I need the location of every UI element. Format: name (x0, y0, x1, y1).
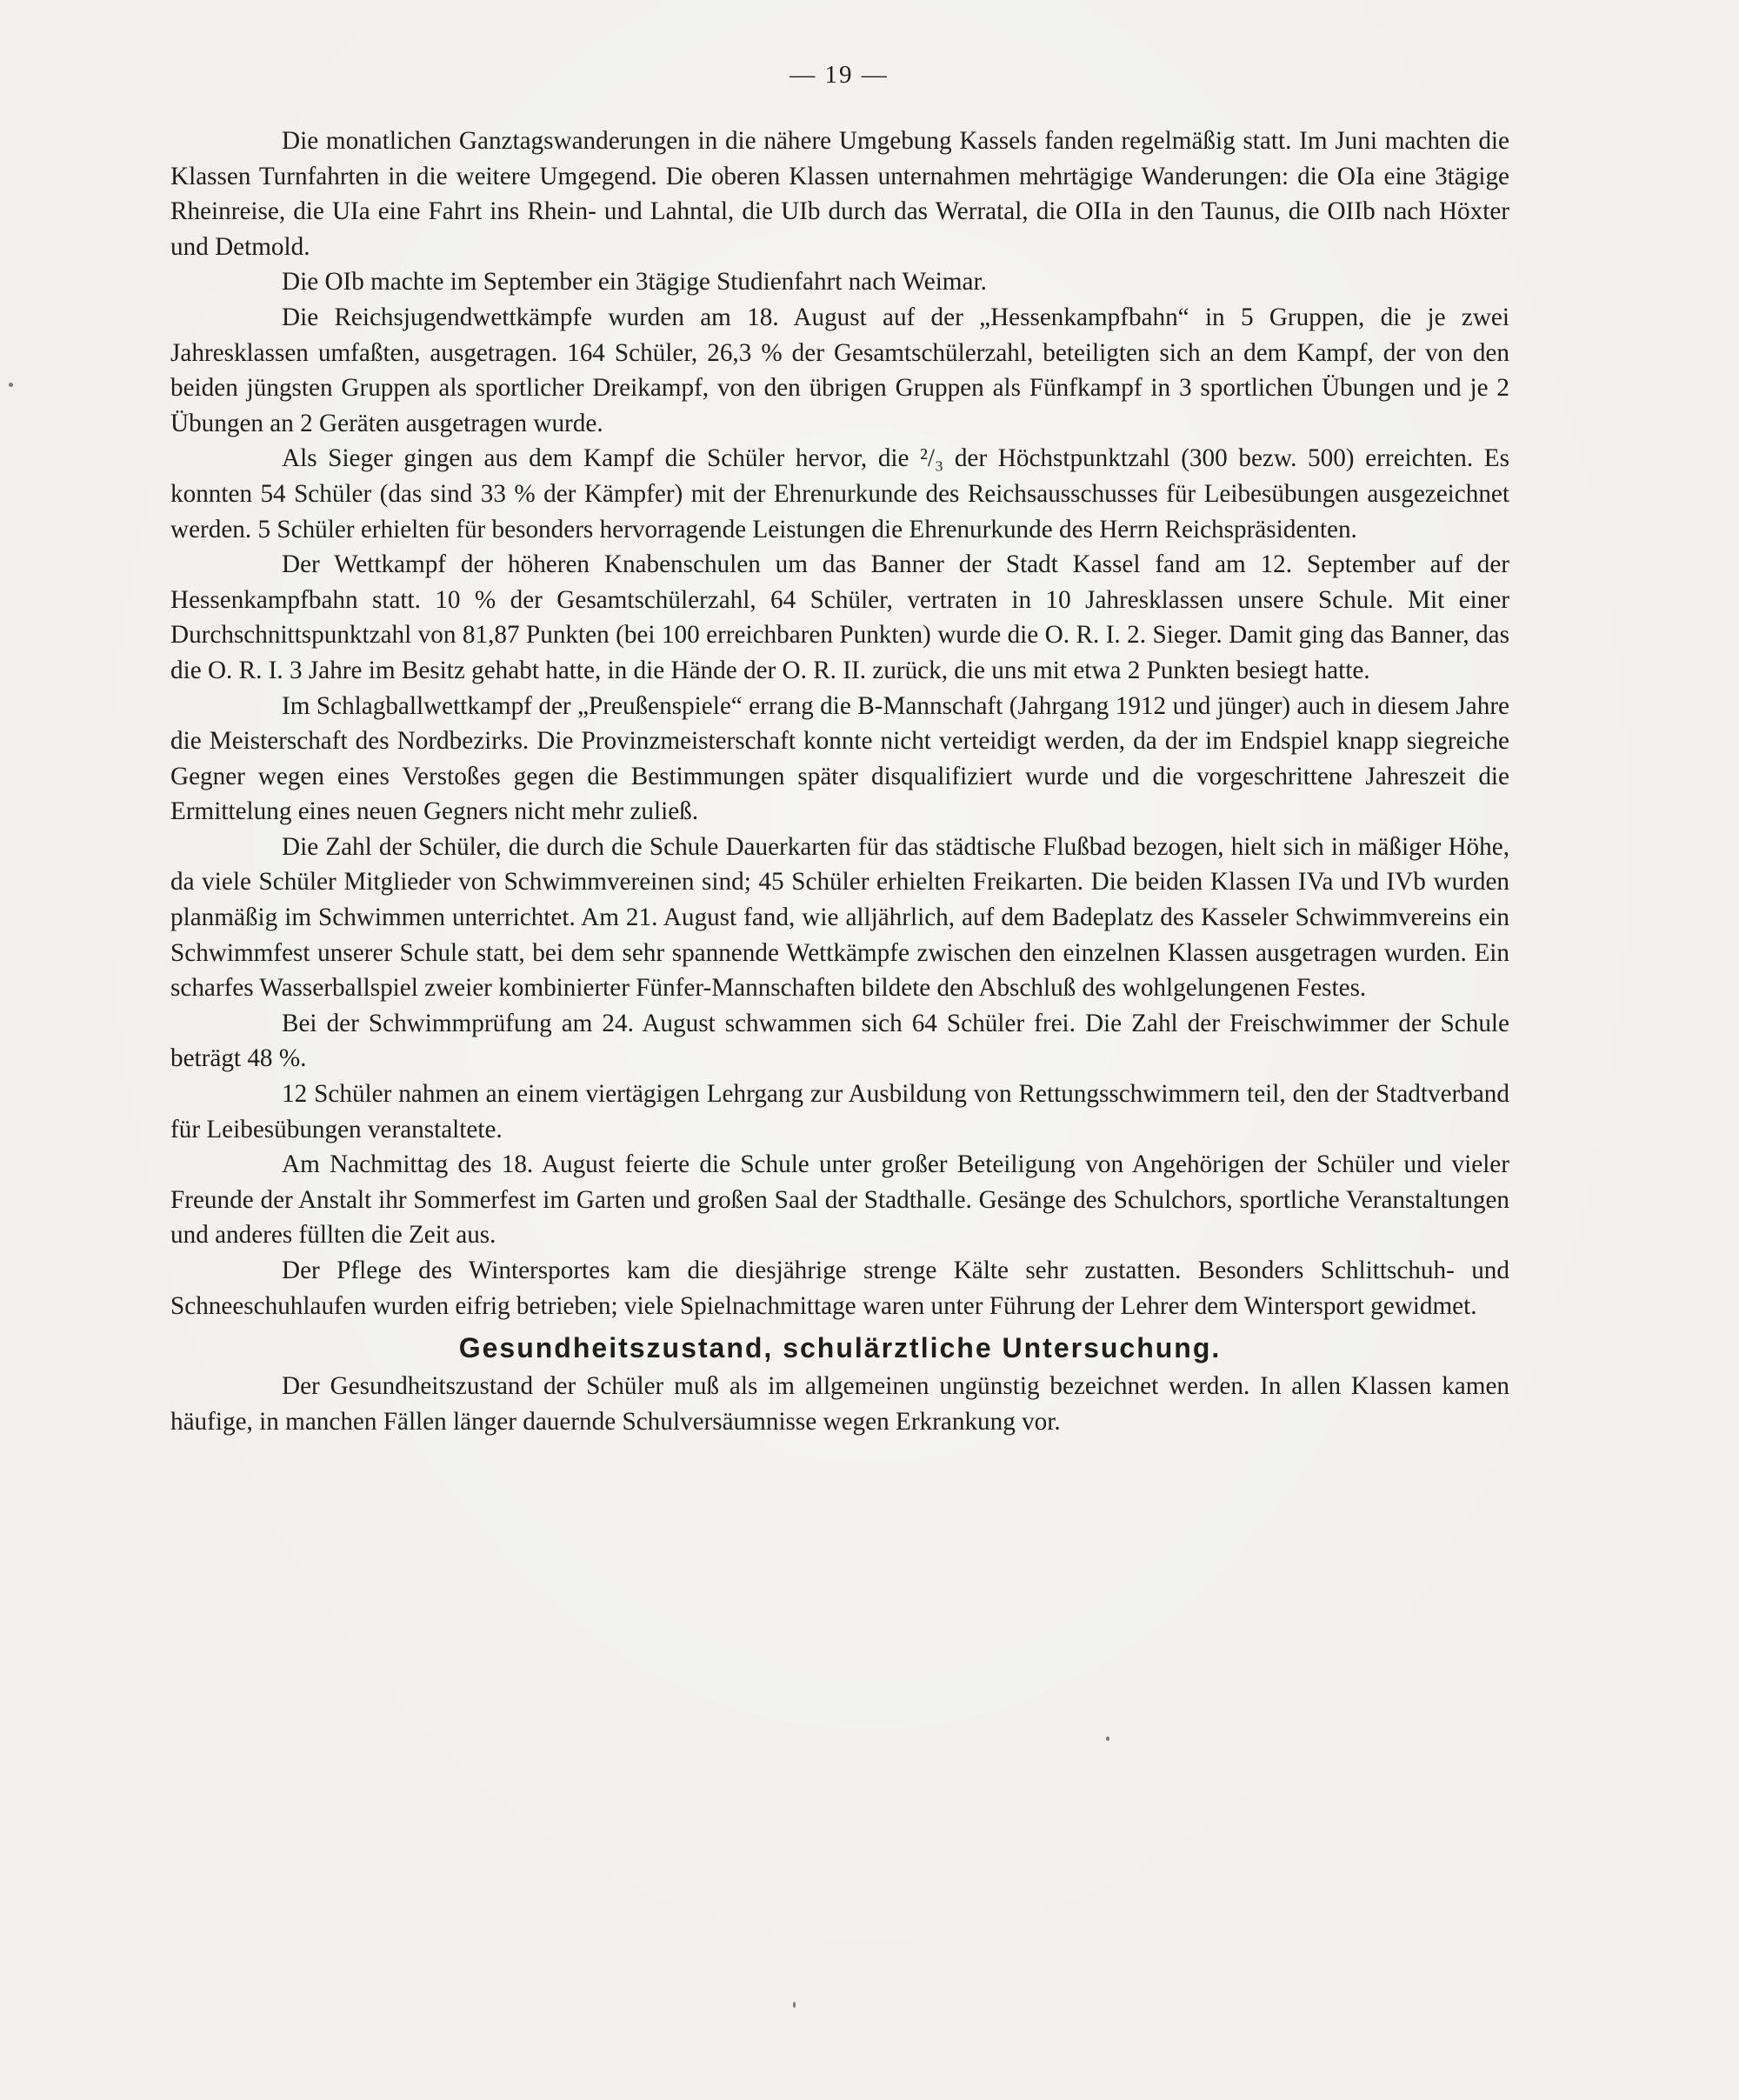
scan-speck (793, 2002, 796, 2008)
scan-speck (1106, 1737, 1109, 1741)
paragraph-gesundheitszustand: Der Gesundheitszustand der Schüler muß als im allgemeinen ungünstig bezeichnet werden. In allen Klassen kamen häufige, in manchen Fällen länger dauernde Schulversäumnisse wegen Erkrankung vor. (170, 1372, 1509, 1436)
paragraph-wintersport: Der Pflege des Wintersportes kam die diesjährige strenge Kälte sehr zustatten. Besonders Schlittschuh- und Schneeschuhlaufen wurden eifrig betrieben; viele Spielnachmittage waren unter Führung der Lehrer dem Wintersport gewidmet. (170, 1257, 1509, 1320)
paragraph-rettungsschwimmer: 12 Schüler nahmen an einem viertägigen Lehrgang zur Ausbildung von Rettungsschwimmern teil, den der Stadtverband für Leibesübungen veranstaltete. (170, 1080, 1509, 1143)
paragraph-wanderungen: Die monatlichen Ganztagswanderungen in die nähere Umgebung Kassels fanden regelmäßig statt. Im Juni machten die Klassen Turnfahrten in die weitere Umgegend. Die oberen Klassen unternahmen mehrtägige Wanderungen: die OIa eine 3tägige Rheinreise, die UIa eine Fahrt ins Rhein- und Lahntal, die UIb durch das Werratal, die OIIa in den Taunus, die OIIb nach Höxter und Detmold. (170, 127, 1509, 261)
paragraph-sommerfest: Am Nachmittag des 18. August feierte die Schule unter großer Beteiligung von Angehörigen der Schüler und vieler Freunde der Anstalt ihr Sommerfest im Garten und großen Saal der Stadthalle. Gesänge des Schulchors, sportliche Veranstaltungen und anderes füllten die Zeit aus. (170, 1150, 1509, 1250)
paragraph-schwimmpruefung: Bei der Schwimmprüfung am 24. August schwammen sich 64 Schüler frei. Die Zahl der Freischwimmer der Schule beträgt 48 %. (170, 1009, 1509, 1073)
paragraph-schlagball: Im Schlagballwettkampf der „Preußenspiele“ errang die B-Mannschaft (Jahrgang 1912 und jünger) auch in diesem Jahre die Meisterschaft des Nordbezirks. Die Provinzmeisterschaft konnte nicht verteidigt werden, da der im Endspiel knapp siegreiche Gegner wegen eines Verstoßes gegen die Bestimmungen später disqualifiziert wurde und die vorgeschrittene Jahreszeit die Ermittelung eines neuen Gegners nicht mehr zuließ. (170, 691, 1509, 826)
section-heading: Gesundheitszustand, schulärztliche Untersuchung. (458, 1332, 1222, 1364)
paragraph-bannerwettkampf: Der Wettkampf der höheren Knabenschulen um das Banner der Stadt Kassel fand am 12. September auf der Hessenkampfbahn statt. 10 % der Gesamtschülerzahl, 64 Schüler, vertraten in 10 Jahresklassen unsere Schule. Mit einer Durchschnittspunktzahl von 81,87 Punkten (bei 100 erreichbaren Punkten) wurde die O. R. I. 2. Sieger. Damit ging das Banner, das die O. R. I. 3 Jahre im Besitz gehabt hatte, in die Hände der O. R. II. zurück, die uns mit etwa 2 Punkten besiegt hatte. (170, 550, 1509, 684)
paragraph-studienfahrt: Die OIb machte im September ein 3tägige Studienfahrt nach Weimar. (282, 268, 987, 297)
paragraph-sieger: Als Sieger gingen aus dem Kampf die Schüler hervor, die ²/₃ der Höchstpunktzahl (300 bezw. 500) erreichten. Es konnten 54 Schüler (das sind 33 % der Kämpfer) mit der Ehrenurkunde des Reichsausschusses für Leibesübungen ausgezeichnet werden. 5 Schüler erhielten für besonders hervorragende Leistungen die Ehrenurkunde des Herrn Reichspräsidenten. (170, 444, 1509, 543)
page-number: — 19 — (790, 61, 889, 89)
paragraph-schwimmen: Die Zahl der Schüler, die durch die Schule Dauerkarten für das städtische Flußbad bezogen, hielt sich in mäßiger Höhe, da viele Schüler Mitglieder von Schwimmvereinen sind; 45 Schüler erhielten Freikarten. Die beiden Klassen IVa und IVb wurden planmäßig im Schwimmen unterrichtet. Am 21. August fand, wie alljährlich, auf dem Badeplatz des Kasseler Schwimmvereins ein Schwimmfest unserer Schule statt, bei dem sehr spannende Wettkämpfe zwischen den einzelnen Klassen ausgetragen wurden. Ein scharfes Wasserballspiel zweier kombinierter Fünfer-Mannschaften bildete den Abschluß des wohlgelungenen Festes. (170, 832, 1509, 1003)
paragraph-reichsjugendwettkaempfe: Die Reichsjugendwettkämpfe wurden am 18. August auf der „Hessenkampfbahn“ in 5 Gruppen, die je zwei Jahresklassen umfaßten, ausgetragen. 164 Schüler, 26,3 % der Gesamtschülerzahl, beteiligten sich an dem Kampf, der von den beiden jüngsten Gruppen als sportlicher Dreikampf, von den übrigen Gruppen als Fünfkampf in 3 sportlichen Übungen und je 2 Übungen an 2 Geräten ausgetragen wurde. (170, 303, 1509, 437)
body-text (170, 123, 1509, 1439)
scan-speck (9, 383, 13, 387)
